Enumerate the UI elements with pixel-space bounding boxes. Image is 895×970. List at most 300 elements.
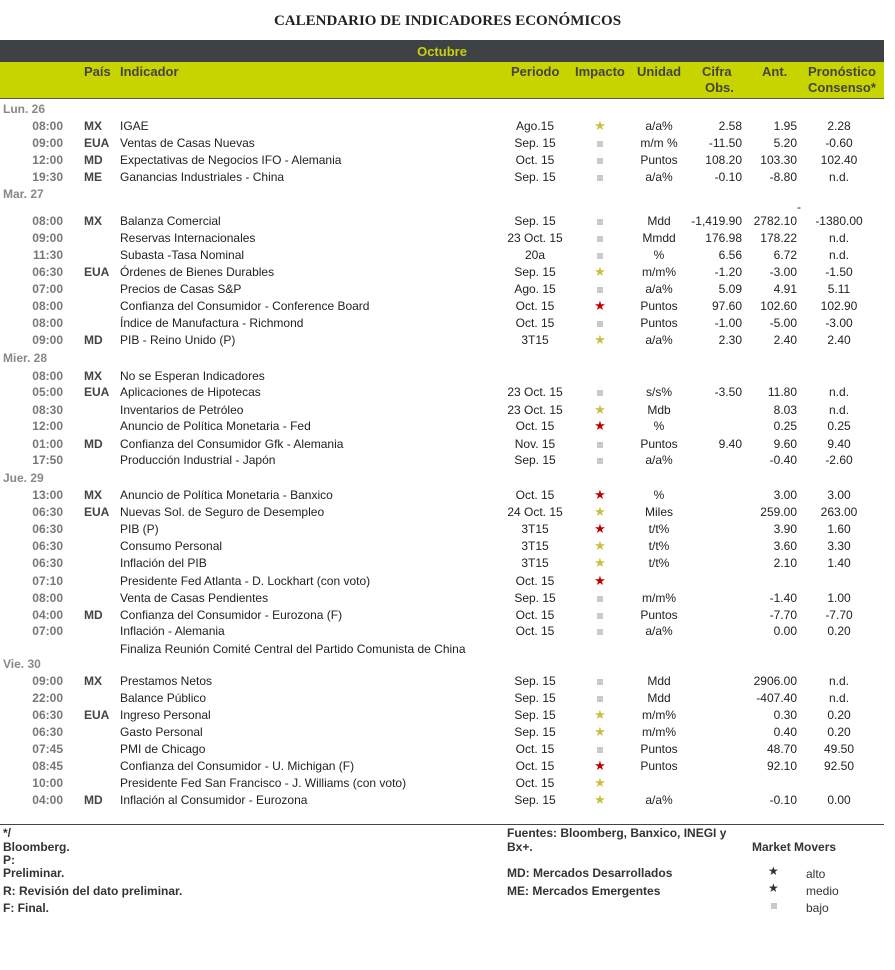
cell-ant: 0.40 [773, 725, 797, 739]
impact-bajo-square-icon [589, 230, 611, 246]
cell-ind: PIB (P) [120, 522, 159, 536]
header-ant: Ant. [762, 64, 788, 79]
cell-pais: MD [84, 333, 103, 347]
cell-per: Oct. 15 [515, 742, 555, 756]
cell-pro: 9.40 [827, 437, 851, 451]
footnote: F: Final. [3, 901, 49, 915]
impact-medio-star-icon: ★ [594, 775, 606, 790]
cell-time: 06:30 [32, 505, 63, 519]
day-label: Mier. 28 [3, 351, 48, 365]
cell-time: 11:30 [32, 248, 63, 262]
cell-pro: 0.20 [827, 708, 851, 722]
cell-per: Sep. 15 [514, 793, 556, 807]
cell-uni: Mdd [647, 214, 671, 228]
cell-ant: 48.70 [766, 742, 797, 756]
impact-medio-star-icon: ★ [594, 402, 606, 417]
table-row [0, 264, 884, 281]
cell-ind: Venta de Casas Pendientes [120, 591, 269, 605]
impact-bajo-square-icon [589, 152, 611, 168]
cell-pais: EUA [84, 505, 110, 519]
cell-uni: t/t% [648, 522, 670, 536]
cell-time: 07:00 [32, 282, 63, 296]
table-row [0, 230, 884, 247]
cell-ant: -8.80 [769, 170, 797, 184]
cell-time: 06:30 [32, 725, 63, 739]
table-row [0, 298, 884, 315]
cell-cif: 9.40 [718, 437, 742, 451]
cell-pro: 263.00 [820, 505, 858, 519]
cell-time: 06:30 [32, 265, 63, 279]
cell-time: 01:00 [32, 437, 63, 451]
cell-ant: 3.00 [773, 488, 797, 502]
cell-ant: 2782.10 [753, 214, 797, 228]
cell-ind: Aplicaciones de Hipotecas [120, 385, 261, 399]
cell-time: 07:00 [32, 624, 63, 638]
cell-pro: 5.11 [827, 282, 851, 296]
cell-ant: 3.60 [773, 539, 797, 553]
impact-bajo-square-icon [589, 169, 611, 185]
table-row [0, 315, 884, 332]
cell-cif: -1.20 [714, 265, 742, 279]
table-row [0, 792, 884, 809]
cell-per: 23 Oct. 15 [507, 231, 563, 245]
sources-text: Bx+. [507, 840, 533, 854]
cell-ind: Balance Público [120, 691, 207, 705]
cell-pro: 102.40 [820, 153, 858, 167]
cell-ind: PMI de Chicago [120, 742, 206, 756]
cell-ant: 2906.00 [753, 674, 797, 688]
impact-medio-star-icon: ★ [594, 555, 606, 570]
cell-cif: 176.98 [705, 231, 742, 245]
cell-ind: Confianza del Consumidor - Conference Board [120, 299, 370, 313]
alto-star-icon: ★ [768, 864, 779, 878]
sources-text: Fuentes: Bloomberg, Banxico, INEGI y [507, 826, 727, 840]
cell-per: Nov. 15 [514, 437, 556, 451]
cell-pro: 92.50 [823, 759, 855, 773]
cell-ind: Ventas de Casas Nuevas [120, 136, 255, 150]
impact-bajo-square-icon [589, 213, 611, 229]
cell-per: Ago. 15 [514, 282, 556, 296]
cell-ind: Confianza del Consumidor - Eurozona (F) [120, 608, 343, 622]
cell-per: 3T15 [521, 522, 549, 536]
table-row [0, 741, 884, 758]
cell-cif: -0.10 [714, 170, 742, 184]
cell-uni: Mdb [647, 403, 671, 417]
cell-ant: 1.95 [773, 119, 797, 133]
cell-pais: MX [84, 119, 102, 133]
cell-ind: Inflación - Alemania [120, 624, 225, 638]
cell-cif: 2.58 [718, 119, 742, 133]
cell-ind: Expectativas de Negocios IFO - Alemania [120, 153, 342, 167]
cell-ind: No se Esperan Indicadores [120, 369, 265, 383]
cell-uni: a/a% [645, 170, 673, 184]
cell-per: Oct. 15 [515, 776, 555, 790]
cell-uni: Mdd [647, 691, 671, 705]
cell-per: Sep. 15 [514, 170, 556, 184]
impact-bajo-square-icon [589, 315, 611, 331]
header-cifra: Cifra [702, 64, 732, 79]
cell-uni: Puntos [640, 437, 678, 451]
table-row [0, 623, 884, 640]
impact-medio-star-icon: ★ [594, 724, 606, 739]
impact-bajo-square-icon [589, 281, 611, 297]
cell-time: 08:45 [32, 759, 63, 773]
cell-cif: 108.20 [705, 153, 742, 167]
cell-ind: Inflación al Consumidor - Eurozona [120, 793, 308, 807]
cell-per: Ago.15 [515, 119, 555, 133]
cell-pro: -2.60 [825, 453, 853, 467]
cell-time: 10:00 [32, 776, 63, 790]
cell-time: 08:00 [32, 316, 63, 330]
table-row [0, 436, 884, 453]
cell-ind: Nuevas Sol. de Seguro de Desempleo [120, 505, 325, 519]
cell-pro: n.d. [828, 170, 849, 184]
cell-per: Sep. 15 [514, 708, 556, 722]
cell-pro: 1.60 [827, 522, 851, 536]
cell-time: 08:00 [32, 591, 63, 605]
cell-ind: Presidente Fed Atlanta - D. Lockhart (con voto) [120, 574, 371, 588]
cell-per: 3T15 [521, 333, 549, 347]
cell-ind: Índice de Manufactura - Richmond [120, 316, 304, 330]
cell-per: Sep. 15 [514, 674, 556, 688]
header-periodo: Periodo [511, 64, 560, 79]
cell-time: 04:00 [32, 793, 63, 807]
cell-ant: -7.70 [769, 608, 797, 622]
table-row [0, 213, 884, 230]
cell-cif: -11.50 [708, 136, 742, 150]
cell-ind: Precios de Casas S&P [120, 282, 242, 296]
cell-time: 09:00 [32, 333, 63, 347]
cell-time: 09:00 [32, 674, 63, 688]
cell-cif: 6.56 [718, 248, 742, 262]
cell-ind: IGAE [120, 119, 149, 133]
cell-ind: Prestamos Netos [120, 674, 213, 688]
cell-per: 23 Oct. 15 [507, 403, 563, 417]
cell-pro: n.d. [828, 403, 849, 417]
table-row [0, 368, 884, 385]
cell-uni: a/a% [645, 793, 673, 807]
cell-uni: % [653, 488, 665, 502]
cell-ant: -3.00 [769, 265, 797, 279]
cell-pais: MD [84, 608, 103, 622]
cell-cif: -1,419.90 [691, 214, 742, 228]
header-pais: País [84, 64, 111, 79]
footnote: Preliminar. [3, 866, 65, 880]
table-row [0, 758, 884, 775]
table-row [0, 452, 884, 469]
cell-pro: n.d. [828, 691, 849, 705]
cell-uni: a/a% [645, 282, 673, 296]
legend-alto: alto [806, 867, 826, 881]
table-row [0, 690, 884, 707]
cell-ant: 103.30 [760, 153, 797, 167]
cell-pro: n.d. [828, 231, 849, 245]
cell-per: Oct. 15 [515, 419, 555, 433]
cell-pro: -0.60 [825, 136, 853, 150]
table-row [0, 641, 884, 658]
cell-pro: n.d. [828, 385, 849, 399]
cell-per: Sep. 15 [514, 725, 556, 739]
cell-per: Sep. 15 [514, 691, 556, 705]
cell-pro: 0.20 [827, 624, 851, 638]
cell-ant: 259.00 [760, 505, 797, 519]
cell-uni: Mdd [647, 674, 671, 688]
table-row [0, 504, 884, 521]
impact-alto-star-icon: ★ [594, 298, 606, 313]
cell-pais: EUA [84, 136, 110, 150]
header-obs: Obs. [705, 80, 734, 95]
cell-pais: MX [84, 674, 102, 688]
table-row [0, 135, 884, 152]
cell-time: 06:30 [32, 556, 63, 570]
cell-uni: t/t% [648, 556, 670, 570]
cell-uni: Puntos [640, 316, 678, 330]
cell-ant: 8.03 [773, 403, 797, 417]
cell-time: 04:00 [32, 608, 63, 622]
cell-ant: 2.10 [773, 556, 797, 570]
table-row [0, 590, 884, 607]
cell-time: 12:00 [32, 419, 63, 433]
cell-uni: a/a% [645, 119, 673, 133]
me-legend: ME: Mercados Emergentes [507, 884, 661, 898]
impact-medio-star-icon: ★ [594, 504, 606, 519]
cell-ind: Confianza del Consumidor Gfk - Alemania [120, 437, 344, 451]
cell-ant: -1.40 [769, 591, 797, 605]
cell-time: 19:30 [32, 170, 63, 184]
impact-bajo-square-icon [589, 436, 611, 452]
cell-ant: 11.80 [767, 385, 797, 399]
impact-bajo-square-icon [589, 607, 611, 623]
day-label: Lun. 26 [3, 102, 46, 116]
cell-pro: n.d. [828, 248, 849, 262]
cell-ant: 0.30 [773, 708, 797, 722]
cell-pro: 2.28 [827, 119, 851, 133]
cell-pro: n.d. [828, 674, 849, 688]
cell-pro: -3.00 [825, 316, 853, 330]
cell-ind: Subasta -Tasa Nominal [120, 248, 245, 262]
cell-ant: 3.90 [773, 522, 797, 536]
cell-ant: -407.40 [756, 691, 797, 705]
footnote: */ [3, 826, 12, 840]
md-legend: MD: Mercados Desarrollados [507, 866, 673, 880]
cell-per: 23 Oct. 15 [507, 385, 563, 399]
cell-uni: a/a% [645, 624, 673, 638]
day-label: Jue. 29 [3, 471, 44, 485]
cell-cif: -3.50 [714, 385, 742, 399]
table-row [0, 555, 884, 572]
cell-pais: MX [84, 369, 102, 383]
cell-ant: -5.00 [769, 316, 797, 330]
cell-uni: m/m% [642, 591, 676, 605]
cell-time: 06:30 [32, 708, 63, 722]
table-row [0, 573, 884, 590]
table-row [0, 152, 884, 169]
cell-cif: -1.00 [714, 316, 742, 330]
cell-ant: 6.72 [773, 248, 797, 262]
cell-uni: Puntos [640, 608, 678, 622]
cell-time: 07:45 [32, 742, 63, 756]
impact-bajo-square-icon [589, 452, 611, 468]
impact-bajo-square-icon [589, 135, 611, 151]
table-row [0, 384, 884, 401]
table-header [0, 62, 884, 99]
impact-bajo-square-icon [589, 623, 611, 639]
footnote: Bloomberg. [3, 840, 70, 854]
cell-ind: Inventarios de Petróleo [120, 403, 244, 417]
cell-pro: 1.40 [827, 556, 851, 570]
cell-ant: 2.40 [773, 333, 797, 347]
impact-alto-star-icon: ★ [594, 573, 606, 588]
cell-ant: -0.40 [769, 453, 797, 467]
impact-alto-star-icon: ★ [594, 418, 606, 433]
cell-time: 08:00 [32, 299, 63, 313]
cell-pais: MD [84, 793, 103, 807]
cell-ind: Órdenes de Bienes Durables [120, 265, 275, 279]
cell-ind: Anuncio de Política Monetaria - Fed [120, 419, 311, 433]
table-row [0, 247, 884, 264]
cell-pro: 3.00 [827, 488, 851, 502]
cell-time: 09:00 [32, 231, 63, 245]
table-row [0, 402, 884, 419]
header-pronostico: Pronóstico [808, 64, 876, 79]
table-row [0, 707, 884, 724]
cell-uni: t/t% [648, 539, 670, 553]
cell-ant: 102.60 [760, 299, 797, 313]
cell-per: Sep. 15 [514, 265, 556, 279]
cell-time: 07:10 [32, 574, 63, 588]
table-row [0, 775, 884, 792]
cell-time: 13:00 [32, 488, 63, 502]
cell-cif: 2.30 [718, 333, 742, 347]
cell-per: Oct. 15 [515, 608, 555, 622]
cell-time: 08:30 [32, 403, 63, 417]
cell-time: 08:00 [32, 214, 63, 228]
cell-ind: Producción Industrial - Japón [120, 453, 276, 467]
cell-per: Oct. 15 [515, 316, 555, 330]
month-label: Octubre [417, 44, 467, 59]
cell-ant: 9.60 [773, 437, 797, 451]
header-impacto: Impacto [575, 64, 625, 79]
footnote: P: [3, 853, 15, 867]
cell-pro: 49.50 [823, 742, 855, 756]
impact-bajo-square-icon [589, 590, 611, 606]
cell-per: Sep. 15 [514, 591, 556, 605]
impact-bajo-square-icon [589, 673, 611, 689]
impact-medio-star-icon: ★ [594, 538, 606, 553]
cell-uni: a/a% [645, 453, 673, 467]
cell-pro: 0.25 [827, 419, 851, 433]
cell-pais: ME [84, 170, 102, 184]
cell-ind: Gasto Personal [120, 725, 203, 739]
day-label: Vie. 30 [3, 657, 41, 671]
cell-ant: 0.25 [773, 419, 797, 433]
cell-uni: Puntos [640, 742, 678, 756]
impact-medio-star-icon: ★ [594, 707, 606, 722]
cell-uni: % [653, 419, 665, 433]
cell-cif: 5.09 [718, 282, 742, 296]
cell-ind: Reservas Internacionales [120, 231, 256, 245]
cell-ind: Balanza Comercial [120, 214, 221, 228]
table-row [0, 724, 884, 741]
cell-uni: Puntos [640, 153, 678, 167]
table-row [0, 418, 884, 435]
impact-alto-star-icon: ★ [594, 487, 606, 502]
impact-alto-star-icon: ★ [594, 521, 606, 536]
cell-time: 09:00 [32, 136, 63, 150]
cell-cif: 97.60 [711, 299, 742, 313]
cell-per: Oct. 15 [515, 624, 555, 638]
cell-uni: Puntos [640, 299, 678, 313]
cell-per: Oct. 15 [515, 574, 555, 588]
table-row [0, 521, 884, 538]
cell-ind: Anuncio de Política Monetaria - Banxico [120, 488, 333, 502]
cell-uni: Puntos [640, 759, 678, 773]
cell-per: 24 Oct. 15 [507, 505, 563, 519]
cell-ind: Ingreso Personal [120, 708, 211, 722]
cell-per: 20a [524, 248, 546, 262]
table-row [0, 607, 884, 624]
cell-uni: m/m% [642, 708, 676, 722]
cell-time: 22:00 [32, 691, 63, 705]
cell-ind: Inflación del PIB [120, 556, 207, 570]
table-row [0, 118, 884, 135]
cell-uni: s/s% [645, 385, 672, 399]
impact-medio-star-icon: ★ [594, 118, 606, 133]
cell-per: 3T15 [521, 539, 549, 553]
cell-per: Sep. 15 [514, 136, 556, 150]
cell-pais: EUA [84, 265, 110, 279]
cell-time: 06:30 [32, 539, 63, 553]
cell-uni: % [653, 248, 665, 262]
impact-bajo-square-icon [589, 741, 611, 757]
impact-medio-star-icon: ★ [594, 332, 606, 347]
cell-pais: EUA [84, 708, 110, 722]
market-movers-title: Market Movers [752, 840, 837, 854]
cell-ant: -0.10 [769, 793, 797, 807]
cell-per: Oct. 15 [515, 759, 555, 773]
cell-uni: m/m % [640, 136, 678, 150]
header-unidad: Unidad [637, 64, 682, 79]
cell-pais: MD [84, 437, 103, 451]
cell-pro: -1.50 [825, 265, 853, 279]
impact-medio-star-icon: ★ [594, 264, 606, 279]
header-indicador: Indicador [120, 64, 179, 79]
bajo-square-icon [771, 898, 777, 912]
cell-per: Sep. 15 [514, 214, 556, 228]
cell-ind: Confianza del Consumidor - U. Michigan (F) [120, 759, 355, 773]
impact-bajo-square-icon [589, 247, 611, 263]
day-label: Mar. 27 [3, 187, 44, 201]
impact-alto-star-icon: ★ [594, 758, 606, 773]
cell-ant: 0.00 [773, 624, 797, 638]
cell-time: 05:00 [32, 385, 63, 399]
cell-time: 08:00 [32, 369, 63, 383]
table-row [0, 487, 884, 504]
cell-time: 08:00 [32, 119, 63, 133]
cell-uni: m/m% [642, 725, 676, 739]
cell-pro: 0.00 [827, 793, 851, 807]
cell-uni: Miles [644, 505, 673, 519]
cell-uni: m/m% [642, 265, 676, 279]
cell-pais: EUA [84, 385, 110, 399]
cell-uni: a/a% [645, 333, 673, 347]
cell-per: Oct. 15 [515, 299, 555, 313]
header-consenso: Consenso* [808, 80, 876, 95]
cell-ant: 4.91 [773, 282, 797, 296]
table-row [0, 169, 884, 186]
legend-bajo: bajo [806, 901, 829, 915]
cell-pro: 1.00 [827, 591, 851, 605]
